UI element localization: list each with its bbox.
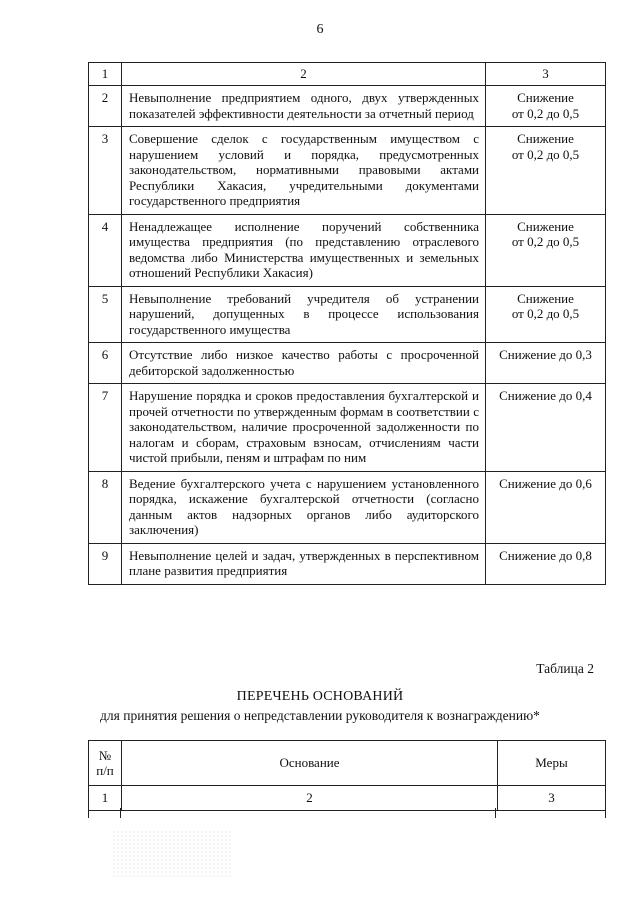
row-measure [486, 384, 606, 472]
column-number-3: 3 [486, 63, 606, 86]
measure-line-1: Снижение до 0,6 [499, 475, 592, 491]
header-number [89, 741, 122, 786]
measure-line-1: Снижение [517, 90, 574, 105]
measure-line-2: от 0,2 до 0,5 [511, 306, 580, 321]
list-subtitle: для принятия решения о непредставлении руководителя к вознаграждению* [100, 708, 540, 723]
row-number: 9 [89, 543, 122, 584]
table-header-row [89, 741, 606, 786]
measure-line-1: Снижение [517, 218, 574, 234]
header-number-sign: № [98, 747, 112, 763]
table-row [89, 343, 606, 384]
column-number-1: 1 [89, 63, 122, 86]
row-number: 3 [89, 127, 122, 215]
row-measure [486, 127, 606, 215]
row-measure [486, 343, 606, 384]
row-number: 2 [89, 86, 122, 127]
row-number: 8 [89, 471, 122, 543]
row-number: 6 [89, 343, 122, 384]
measure-line-1: Снижение до 0,4 [499, 388, 592, 403]
continuation-line [605, 808, 606, 818]
header-ground: Основание [122, 741, 498, 786]
table-column-number-row [89, 786, 606, 811]
row-ground-text: Невыполнение требований учредителя об устранении нарушений, допущенных в процессе использования государственного имущества [122, 286, 486, 343]
row-number: 7 [89, 384, 122, 472]
table-2-caption: Таблица 2 [536, 661, 594, 676]
row-ground-text: Ведение бухгалтерского учета с нарушением установленного порядка, искажение бухгалтерской отчетности (согласно данным актов надзорных органов либо аудиторского заключения) [122, 471, 486, 543]
measure-line-1: Снижение до 0,8 [499, 547, 592, 563]
continuation-line [120, 808, 121, 818]
measure-line-1: Снижение [517, 290, 574, 306]
column-number-2: 2 [122, 786, 498, 811]
table-row [89, 86, 606, 127]
row-measure [486, 471, 606, 543]
measure-line-1: Снижение до 0,3 [499, 347, 592, 362]
measure-line-2: от 0,2 до 0,5 [511, 234, 580, 249]
row-ground-text: Нарушение порядка и сроков предоставления бухгалтерской и прочей отчетности по утвержденным формам в соответствии с законодательством, наличие просроченной задолженности по налогам и сборам, страховым взносам, отчислениям части чистой прибыли, пеням и штрафам по ним [122, 384, 486, 472]
row-number: 4 [89, 214, 122, 286]
grounds-non-reward-table [88, 740, 606, 811]
measure-line-1: Снижение [517, 131, 574, 146]
table-row [89, 286, 606, 343]
table-row [89, 127, 606, 215]
table-row [89, 471, 606, 543]
row-ground-text: Ненадлежащее исполнение поручений собственника имущества предприятия (по представлению отраслевого ведомства либо Министерства имущественных и земельных отношений Республики Хакасия) [122, 214, 486, 286]
page-number: 6 [316, 22, 324, 37]
row-measure [486, 286, 606, 343]
table-row [89, 543, 606, 584]
measure-line-2: от 0,2 до 0,5 [511, 105, 580, 121]
row-measure [486, 86, 606, 127]
row-number: 5 [89, 286, 122, 343]
column-number-1: 1 [89, 786, 122, 811]
measure-line-2: от 0,2 до 0,5 [511, 146, 580, 162]
table-row [89, 384, 606, 472]
grounds-reduction-table [88, 62, 606, 585]
column-number-3: 3 [498, 786, 606, 811]
row-ground-text: Отсутствие либо низкое качество работы с просроченной дебиторской задолженностью [122, 343, 486, 384]
row-ground-text: Невыполнение предприятием одного, двух утвержденных показателей эффективности деятельности за отчетный период [122, 86, 486, 127]
faint-stamp-mark [112, 830, 232, 878]
header-number-abbr: п/п [96, 763, 114, 778]
continuation-line [495, 808, 496, 818]
table-header-row [89, 63, 606, 86]
row-measure [486, 543, 606, 584]
table-row [89, 214, 606, 286]
row-ground-text: Невыполнение целей и задач, утвержденных в перспективном плане развития предприятия [122, 543, 486, 584]
column-number-2: 2 [122, 63, 486, 86]
row-ground-text: Совершение сделок с государственным имуществом с нарушением условий и порядка, предусмотренных законодательством, нормативными правовыми актами Республики Хакасия, учредительными документами государственного предприятия [122, 127, 486, 215]
continuation-line [88, 808, 89, 818]
list-title: ПЕРЕЧЕНЬ ОСНОВАНИЙ [236, 689, 404, 704]
header-measures: Меры [498, 741, 606, 786]
row-measure [486, 214, 606, 286]
